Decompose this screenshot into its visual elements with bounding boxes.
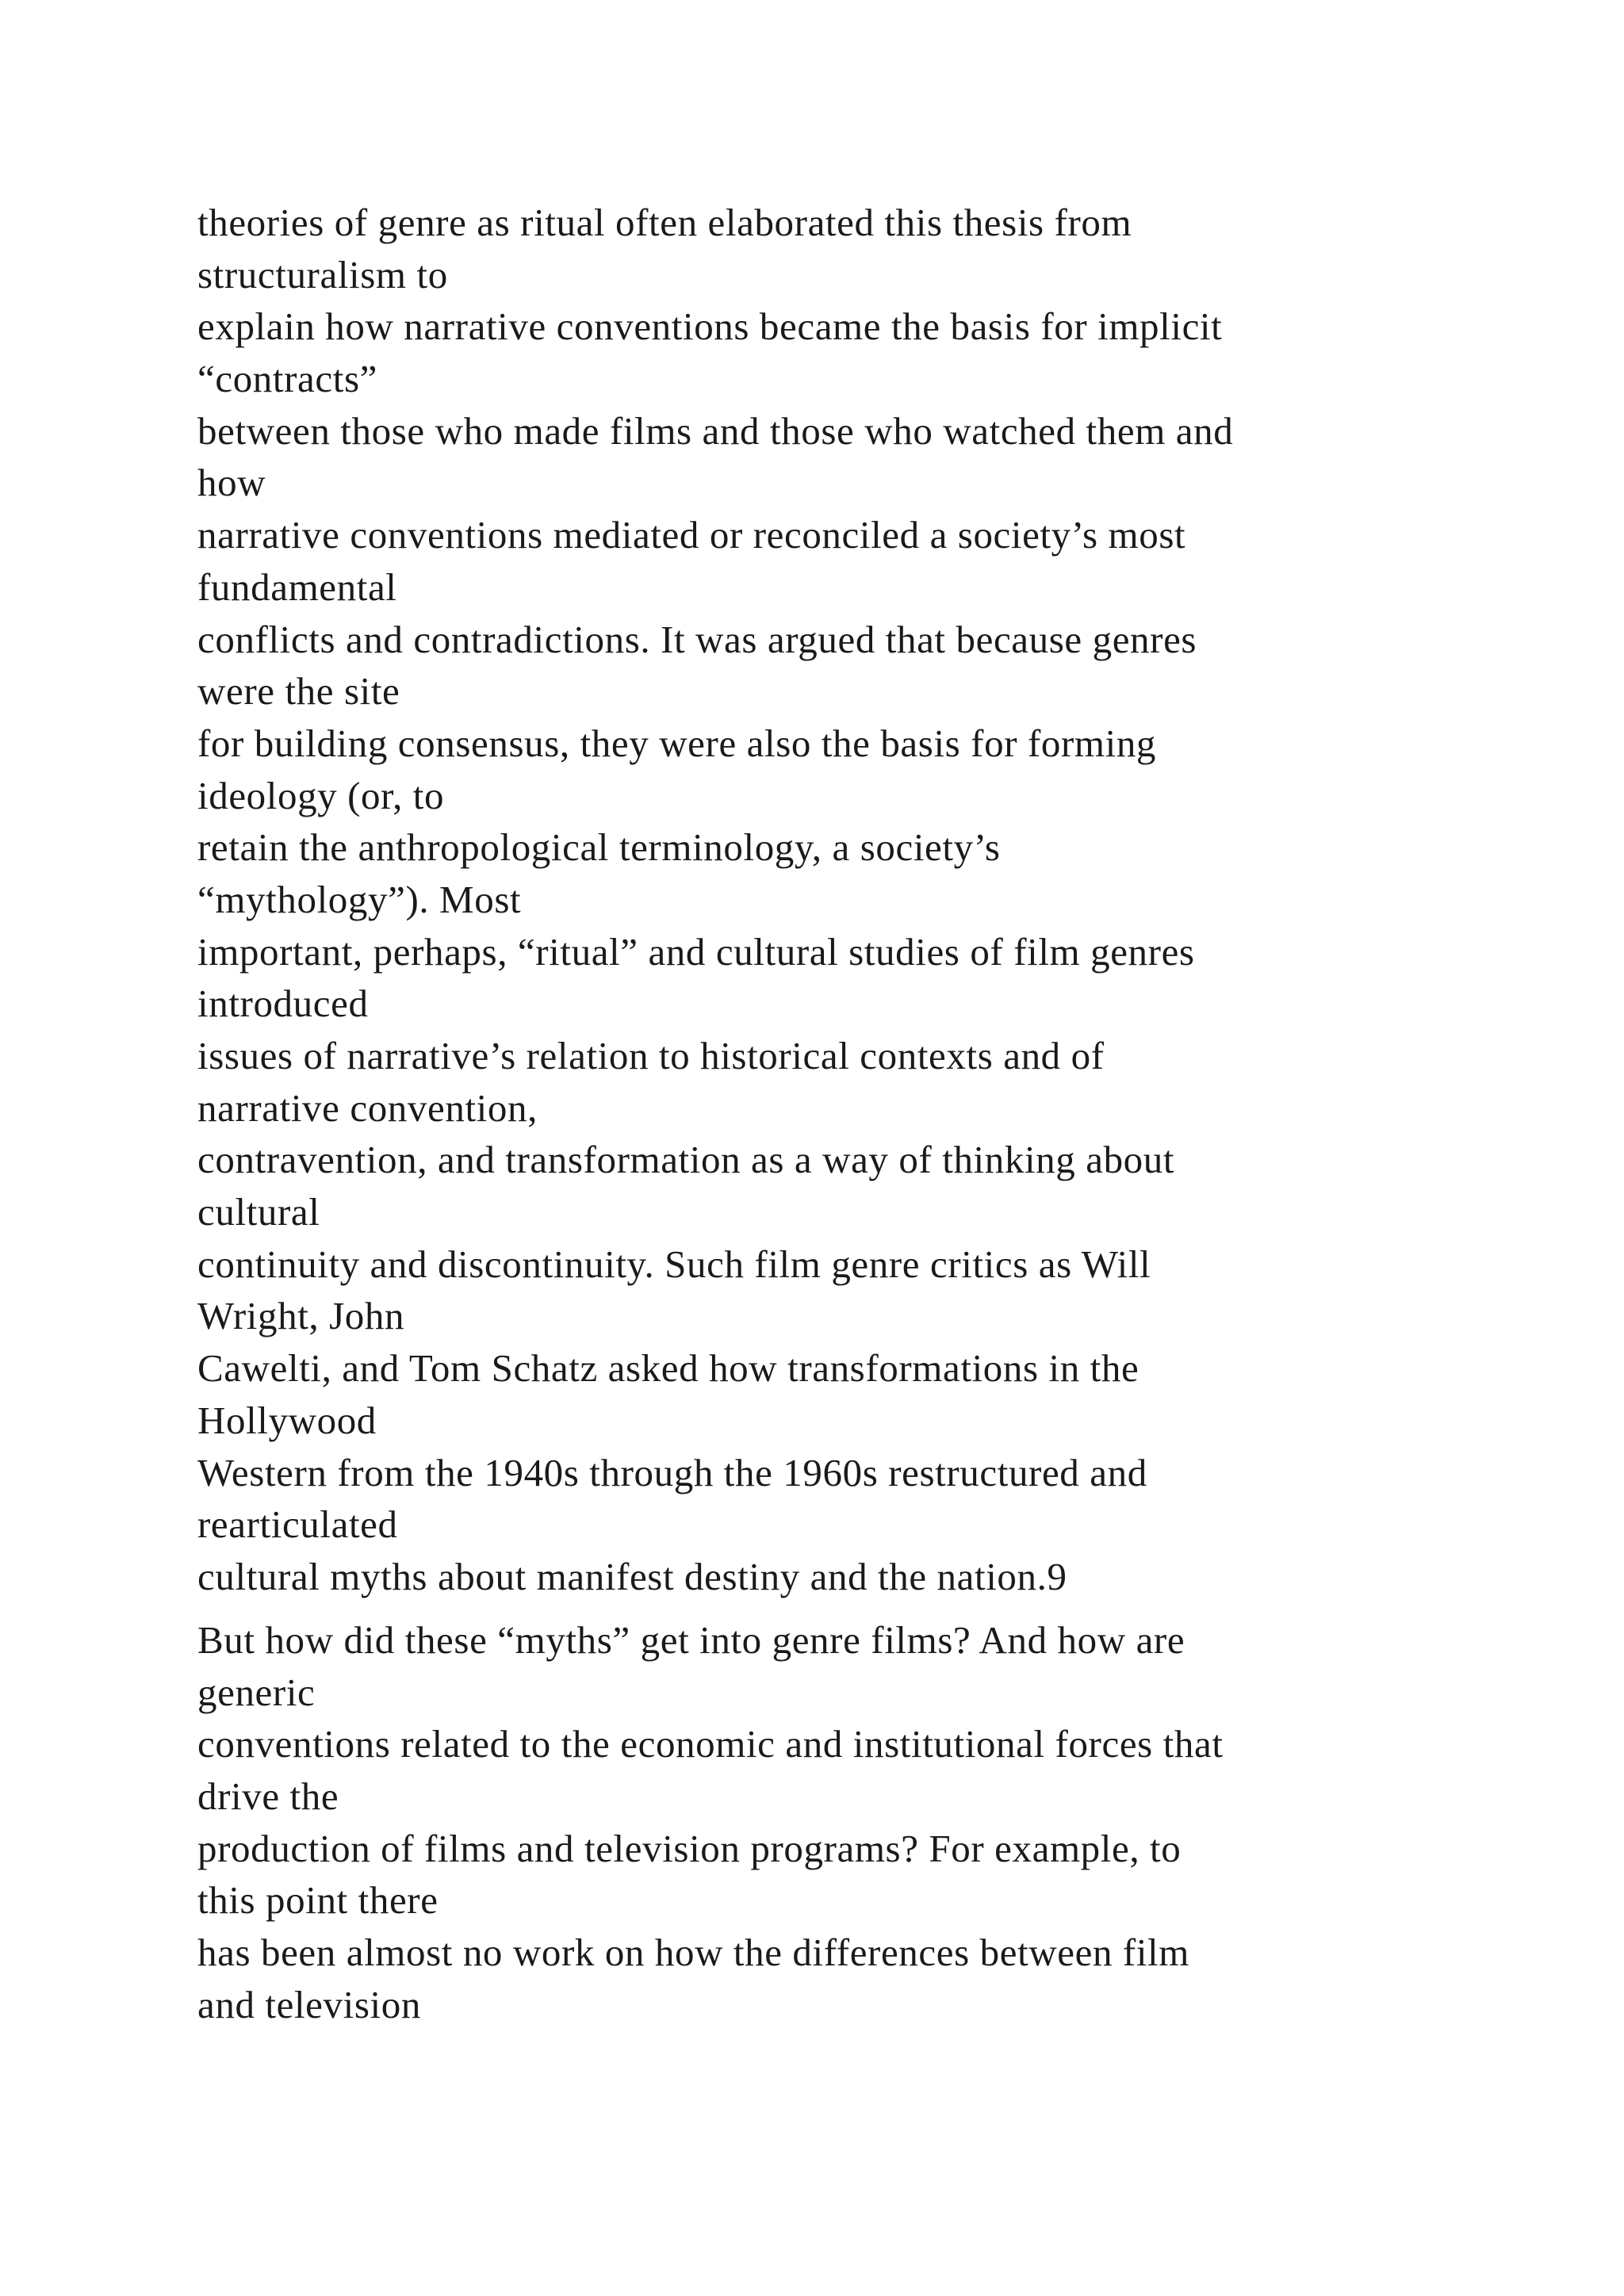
text-line: were the site [197,669,400,714]
text-line: fundamental [197,564,397,609]
text-line: Wright, John [197,1294,405,1338]
text-line: generic [197,1670,316,1714]
text-line: structuralism to [197,252,448,297]
text-line: issues of narrative’s relation to historical contexts and of [197,1034,1105,1077]
text-line: introduced [197,982,369,1026]
text-line: ideology (or, to [197,773,445,817]
text-line: narrative convention, [197,1085,538,1130]
text-line: “contracts” [197,357,377,401]
text-line: cultural myths about manifest destiny and the nation.9 [197,1554,1067,1598]
text-line: contravention, and transformation as a way of thinking about [197,1138,1175,1182]
text-line: “mythology”). Most [197,877,522,921]
text-line: rearticulated [197,1502,398,1547]
text-line: theories of genre as ritual often elaborated this thesis from [197,201,1132,244]
paragraph-1 [197,197,1506,1603]
text-line: this point there [197,1878,439,1923]
text-line: production of films and television programs? For example, to [197,1826,1182,1870]
text-line: drive the [197,1774,339,1819]
text-line: continuity and discontinuity. Such film genre critics as Will [197,1242,1151,1286]
text-line: cultural [197,1190,320,1234]
text-line: conflicts and contradictions. It was argued that because genres [197,617,1197,661]
text-line: how [197,461,266,505]
text-line: important, perhaps, “ritual” and cultural studies of film genres [197,929,1195,974]
text-line: Cawelti, and Tom Schatz asked how transformations in the [197,1346,1139,1391]
text-line: conventions related to the economic and institutional forces that [197,1722,1224,1766]
text-line: narrative conventions mediated or reconciled a society’s most [197,513,1186,557]
text-line: explain how narrative conventions became the basis for implicit [197,304,1223,349]
text-line: retain the anthropological terminology, a society’s [197,825,1001,870]
text-line: Western from the 1940s through the 1960s restructured and [197,1450,1147,1494]
text-line: has been almost no work on how the differences between film [197,1931,1189,1975]
text-line: for building consensus, they were also the basis for forming [197,721,1157,765]
text-line: and television [197,1982,421,2026]
text-line: between those who made films and those who watched them and [197,408,1234,453]
text-line: But how did these “myths” get into genre films? And how are [197,1618,1185,1662]
paragraph-2 [197,1614,1506,2031]
text-line: Hollywood [197,1398,377,1442]
